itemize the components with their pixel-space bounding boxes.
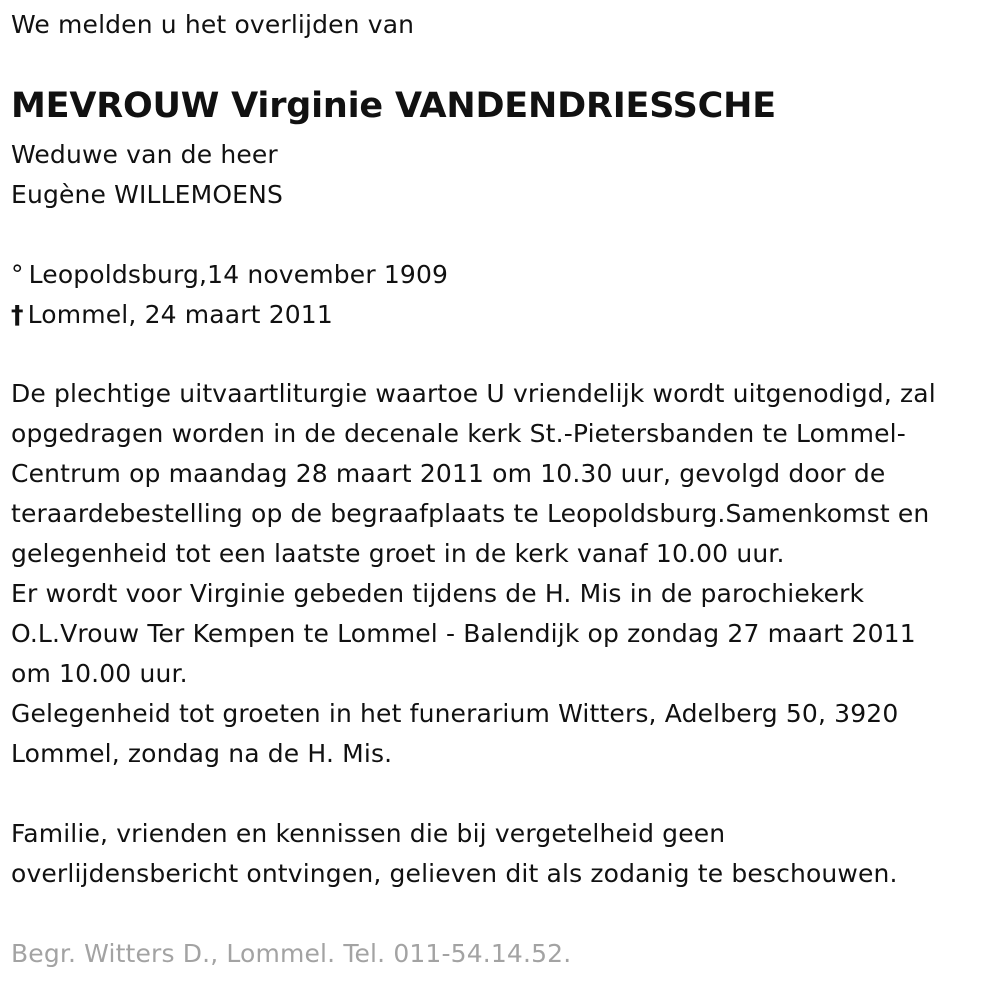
ceremony-line: Gelegenheid tot groeten in het funerarium Witters, Adelberg 50, 3920: [11, 699, 899, 728]
death-line: [11, 295, 448, 335]
intro-text: We melden u het overlijden van: [11, 10, 415, 39]
ceremony-line: De plechtige uitvaartliturgie waartoe U vriendelijk wordt uitgenodigd, zal: [11, 379, 936, 408]
death-text: Lommel, 24 maart 2011: [27, 300, 333, 329]
ceremony-line: gelegenheid tot een laatste groet in de kerk vanaf 10.00 uur.: [11, 539, 785, 568]
ceremony-line: Centrum op maandag 28 maart 2011 om 10.30 uur, gevolgd door de: [11, 459, 886, 488]
widow-info: [11, 135, 283, 215]
dates: [11, 255, 448, 335]
ceremony-line: opgedragen worden in de decenale kerk St.-Pietersbanden te Lommel-: [11, 419, 906, 448]
deceased-name: MEVROUW Virginie VANDENDRIESSCHE: [11, 86, 776, 126]
family-note: [11, 814, 898, 894]
ceremony-line: om 10.00 uur.: [11, 659, 188, 688]
ceremony-line: teraardebestelling op de begraafplaats te Leopoldsburg.Samenkomst en: [11, 499, 930, 528]
ceremony-line: Lommel, zondag na de H. Mis.: [11, 739, 393, 768]
ceremony-line: Er wordt voor Virginie gebeden tijdens de H. Mis in de parochiekerk: [11, 579, 865, 608]
birth-line: [11, 255, 448, 295]
funeral-director-footer: Begr. Witters D., Lommel. Tel. 011-54.14.52.: [11, 939, 572, 968]
widow-line: Eugène WILLEMOENS: [11, 180, 283, 209]
birth-text: Leopoldsburg,14 november 1909: [28, 260, 449, 289]
note-line: Familie, vrienden en kennissen die bij vergetelheid geen: [11, 819, 726, 848]
ceremony-line: O.L.Vrouw Ter Kempen te Lommel - Balendijk op zondag 27 maart 2011: [11, 619, 916, 648]
widow-line: Weduwe van de heer: [11, 140, 278, 169]
ceremony-text: [11, 374, 936, 774]
note-line: overlijdensbericht ontvingen, gelieven dit als zodanig te beschouwen.: [11, 859, 898, 888]
birth-symbol: °: [11, 260, 24, 289]
cross-icon: †: [11, 300, 24, 329]
